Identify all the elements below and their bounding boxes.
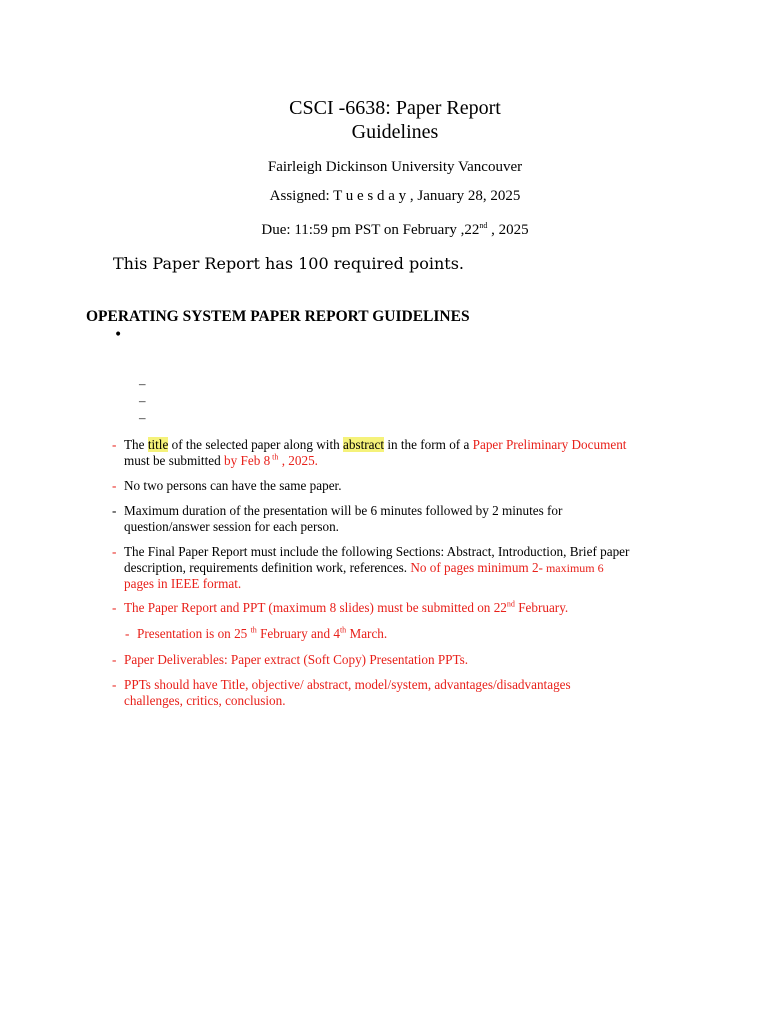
guideline-subitem-presentation-dates: - Presentation is on 25 $^{th}$ February and 4th March. — [125, 625, 388, 641]
section-heading: OPERATING SYSTEM PAPER REPORT GUIDELINES — [86, 308, 470, 325]
due-date: Due: 11:59 pm PST on February ,22nd , 2025 — [261, 221, 529, 238]
guideline-item-submission: - The Paper Report and PPT (maximum 8 slides) must be submitted on 22nd February. — [112, 599, 569, 615]
points-statement: This Paper Report has 100 required points. — [113, 254, 464, 273]
empty-dash-1: – — [139, 376, 146, 391]
university-name: Fairleigh Dickinson University Vancouver — [267, 159, 523, 175]
guideline-item-title-abstract: - The title of the selected paper along with abstract in the form of a Paper Preliminary Document must be submitted by Feb 8 $^{th}$ , 2025. — [112, 437, 627, 468]
guideline-item-deliverables: - Paper Deliverables: Paper extract (Soft Copy) Presentation PPTs. — [112, 652, 469, 667]
document-title: CSCI -6638: Paper Report Guidelines — [289, 97, 501, 143]
empty-dash-2: – — [139, 393, 146, 408]
empty-bullet: • — [114, 327, 123, 343]
empty-dash-3: – — [139, 410, 146, 425]
assigned-date: Assigned: T u e s d a y , January 28, 2025 — [269, 188, 521, 204]
guideline-item-duration: - Maximum duration of the presentation will be 6 minutes followed by 2 minutes for question/answer session for each person. — [112, 503, 563, 534]
guideline-item-ppt-contents: - PPTs should have Title, objective/ abstract, model/system, advantages/disadvantages challenges, critics, conclusion. — [112, 677, 571, 708]
guideline-item-unique-paper: - No two persons can have the same paper. — [112, 478, 342, 493]
guideline-item-sections: - The Final Paper Report must include the following Sections: Abstract, Introduction, Brief paper description, requirements definition work, references. No of pages minimum 2- maximum 6 pages in IEEE format. — [112, 544, 630, 591]
